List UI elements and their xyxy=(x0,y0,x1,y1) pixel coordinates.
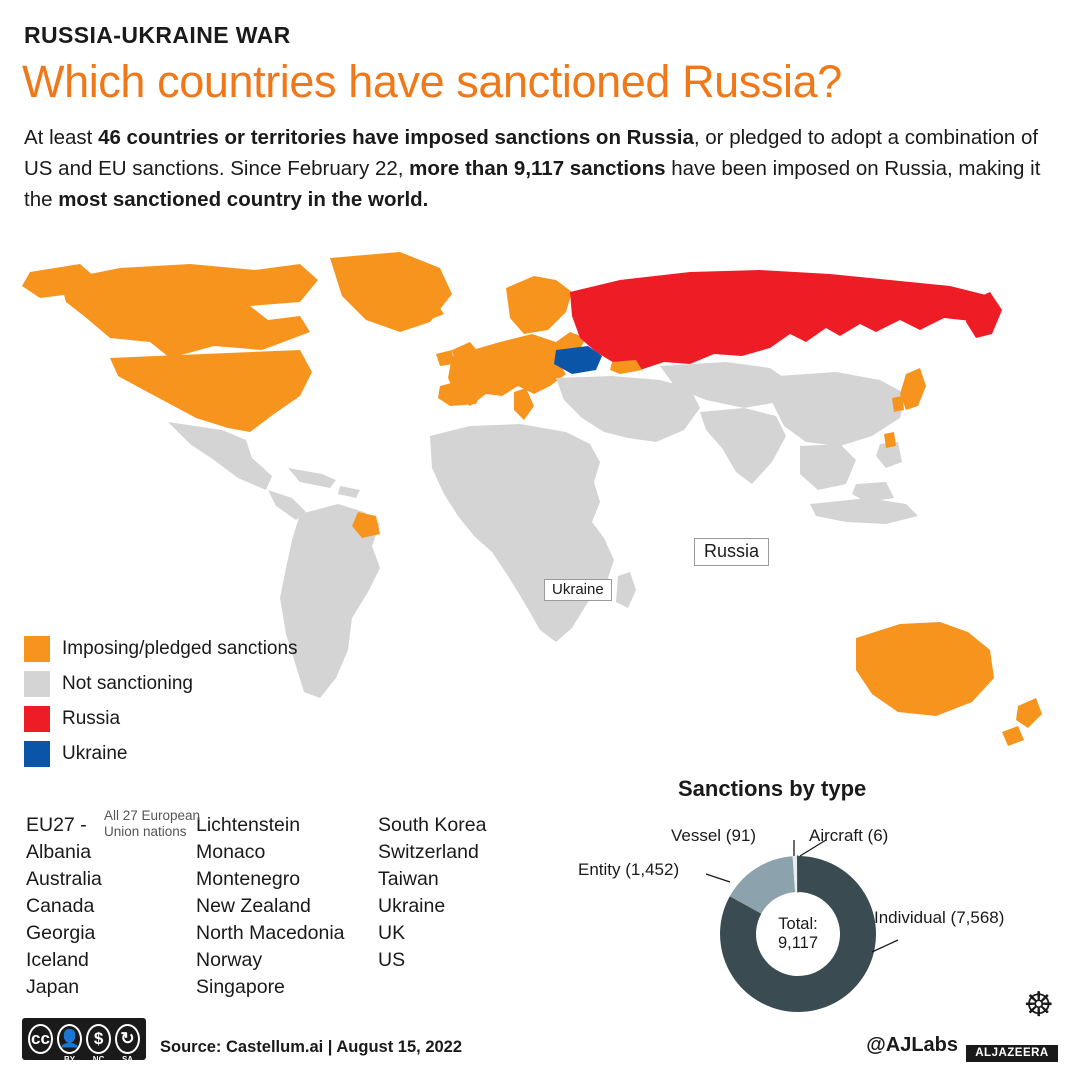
standfirst xyxy=(24,122,1059,215)
cc-sa-label: SA xyxy=(121,1055,134,1064)
sanctions-by-type-chart xyxy=(578,816,1076,1031)
list-item: Switzerland xyxy=(378,841,479,863)
legend-item-russia xyxy=(24,706,324,732)
island-madagascar xyxy=(616,572,636,608)
cc-icon: cc xyxy=(28,1024,53,1054)
country-mexico xyxy=(168,422,272,490)
country-ireland xyxy=(436,350,454,366)
country-japan xyxy=(900,368,926,410)
list-item: UK xyxy=(378,922,406,944)
legend-swatch-ukraine xyxy=(24,741,50,767)
country-taiwan xyxy=(884,432,896,448)
map-legend xyxy=(24,636,324,776)
list-item: North Macedonia xyxy=(196,922,345,944)
standfirst-bold-2: more than 9,117 sanctions xyxy=(409,157,666,180)
callout-individual: Individual (7,568) xyxy=(874,908,1005,927)
eu27-label: EU27 - xyxy=(26,814,87,836)
list-item: Montenegro xyxy=(196,868,301,890)
legend-swatch-sanctioning xyxy=(24,636,50,662)
aljazeera-wordmark: ALJAZEERA xyxy=(966,1045,1058,1062)
legend-item-sanctioning xyxy=(24,636,324,662)
legend-item-not-sanctioning xyxy=(24,671,324,697)
callout-aircraft: Aircraft (6) xyxy=(809,826,889,845)
country-australia xyxy=(856,622,994,716)
country-list-column-1 xyxy=(26,808,201,1001)
cc-by-icon: 👤 BY xyxy=(57,1024,82,1054)
list-item-eu27 xyxy=(26,808,201,839)
callout-entity: Entity (1,452) xyxy=(578,860,680,879)
continent-africa xyxy=(430,424,614,642)
island-hispaniola xyxy=(338,486,360,498)
cc-by-label: BY xyxy=(63,1055,76,1064)
creative-commons-badge xyxy=(22,1018,146,1064)
list-item: Albania xyxy=(26,841,92,863)
region-caribbean xyxy=(288,468,336,488)
standfirst-part-3: have been imposed on Russia, making it the xyxy=(24,157,1041,211)
list-item: New Zealand xyxy=(196,895,311,917)
legend-label-ukraine: Ukraine xyxy=(62,743,128,764)
country-new-zealand xyxy=(1016,698,1042,728)
legend-label-sanctioning: Imposing/pledged sanctions xyxy=(62,638,298,659)
country-list-column-3 xyxy=(378,812,548,1001)
list-item: Canada xyxy=(26,895,95,917)
region-southeast-asia xyxy=(800,444,856,490)
leader-entity xyxy=(706,874,730,882)
country-lists xyxy=(26,808,548,1001)
list-item: Ukraine xyxy=(378,895,446,917)
standfirst-part-1: At least xyxy=(24,126,99,149)
region-south-asia xyxy=(700,408,786,484)
legend-item-ukraine xyxy=(24,741,324,767)
list-item: Lichtenstein xyxy=(196,814,301,836)
list-item: Taiwan xyxy=(378,868,439,890)
map-label-ukraine: Ukraine xyxy=(544,579,612,601)
country-canada xyxy=(60,264,318,358)
callout-vessel: Vessel (91) xyxy=(671,826,757,845)
country-greenland xyxy=(330,252,452,332)
cc-nc-label: NC xyxy=(92,1055,105,1064)
list-item: Japan xyxy=(26,976,80,998)
country-south-korea xyxy=(892,396,904,412)
page-title: Which countries have sanctioned Russia? xyxy=(22,56,842,107)
donut-center-total xyxy=(756,892,840,976)
region-indonesia xyxy=(810,498,918,524)
map-label-russia: Russia xyxy=(694,538,769,566)
standfirst-bold-1: 46 countries or territories have imposed sanctions on Russia xyxy=(98,126,694,149)
country-list-column-2 xyxy=(196,812,378,1001)
standfirst-part-2: , or pledged to adopt a combination of US and EU sanctions. Since February 22, xyxy=(24,126,1039,180)
country-new-zealand-south xyxy=(1002,726,1024,746)
legend-label-not-sanctioning: Not sanctioning xyxy=(62,673,193,694)
chart-title: Sanctions by type xyxy=(678,776,867,801)
country-russia xyxy=(570,270,1000,370)
legend-swatch-not-sanctioning xyxy=(24,671,50,697)
aljazeera-calligraphy-icon: ☸ xyxy=(1023,986,1054,1024)
kicker: RUSSIA-UKRAINE WAR xyxy=(24,22,291,48)
donut-slice-aircraft xyxy=(798,856,799,892)
list-item: South Korea xyxy=(378,814,487,836)
list-item: US xyxy=(378,949,406,971)
country-georgia xyxy=(610,360,642,374)
social-handle: @AJLabs xyxy=(866,1034,958,1056)
country-united-states xyxy=(110,350,312,432)
island-borneo xyxy=(852,482,894,502)
leader-individual xyxy=(872,940,898,952)
list-item: Singapore xyxy=(196,976,285,998)
cc-sa-icon: ↻ SA xyxy=(115,1024,140,1054)
standfirst-bold-3: most sanctioned country in the world. xyxy=(58,188,429,211)
legend-label-russia: Russia xyxy=(62,708,121,729)
country-norway-sweden-finland xyxy=(506,276,572,334)
cc-nc-icon: $ NC xyxy=(86,1024,111,1054)
list-item: Iceland xyxy=(26,949,89,971)
aljazeera-logo xyxy=(966,1018,1058,1062)
list-item: Norway xyxy=(196,949,263,971)
legend-swatch-russia xyxy=(24,706,50,732)
donut-total-label: Total: xyxy=(778,915,818,933)
list-item: Australia xyxy=(26,868,102,890)
country-italy xyxy=(514,388,534,420)
eu27-note: All 27 European Union nations xyxy=(104,808,201,839)
donut-total-value: 9,117 xyxy=(777,934,819,952)
list-item: Monaco xyxy=(196,841,266,863)
source-text: Source: Castellum.ai | August 15, 2022 xyxy=(160,1038,463,1056)
list-item: Georgia xyxy=(26,922,96,944)
